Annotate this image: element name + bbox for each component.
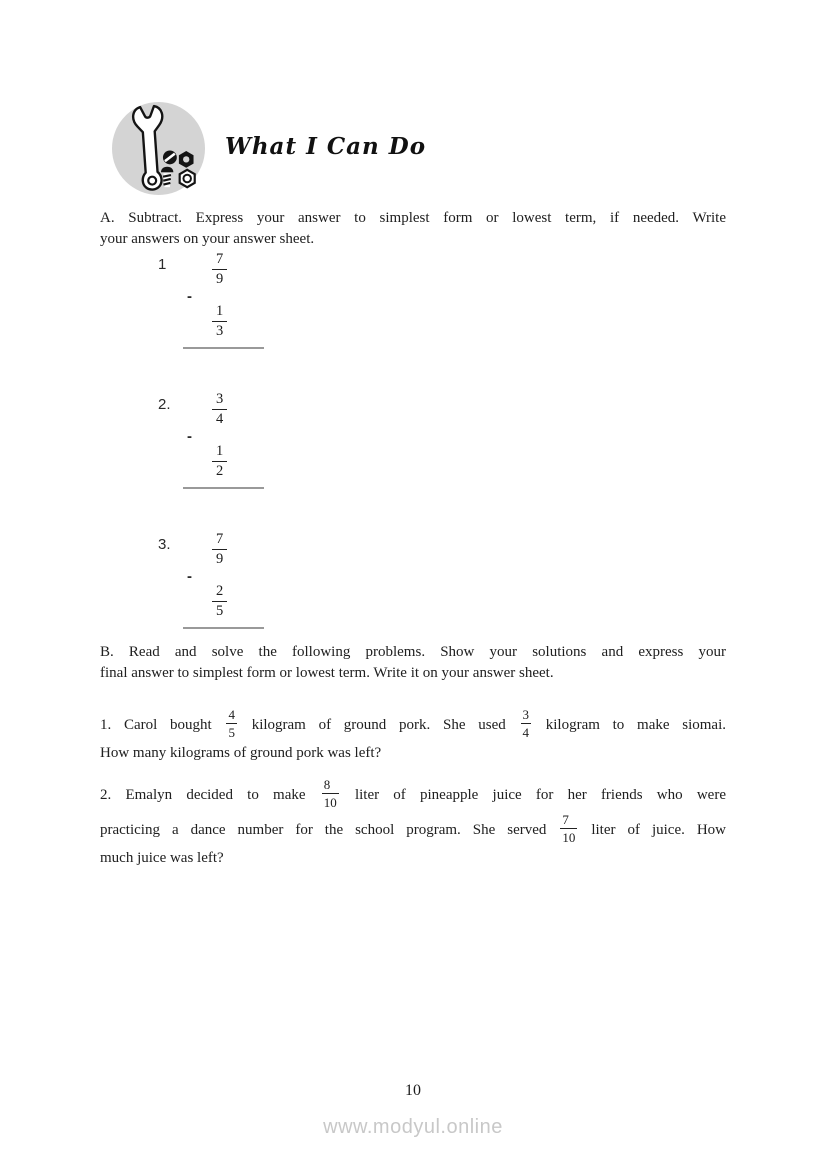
watermark: www.modyul.online [323, 1116, 503, 1138]
problem-number: 2. [158, 396, 171, 413]
text-line: final answer to simplest form or lowest term. Write it on your answer sheet. [100, 665, 554, 681]
answer-line [183, 627, 264, 629]
text-line: practicing a dance number for the school program. She served $\frac{7}{10}$ liter of juice. How [100, 812, 726, 845]
section-a-instructions [100, 208, 726, 250]
subtraction-problem [160, 530, 726, 632]
fraction-denominator: 4 [212, 409, 227, 429]
fraction-numerator: 3 [216, 391, 224, 407]
fraction [212, 390, 227, 429]
problem-number: 1 [158, 256, 167, 273]
fraction [212, 250, 227, 289]
text-line: B. Read and solve the following problems. Show your solutions and express your [100, 644, 726, 660]
fraction-denominator: 3 [212, 321, 227, 341]
wrench-and-bolts-icon [111, 101, 206, 196]
fraction-denominator: 4 [522, 725, 529, 740]
section-b-instructions [100, 642, 726, 684]
word-problem [100, 778, 726, 869]
fraction [212, 442, 227, 481]
fraction-denominator: 10 [323, 795, 337, 810]
text-line: 1. Carol bought $\frac{4}{5}$ kilogram of ground pork. She used $\frac{3}{4}$ kilogram to make siomai. [100, 707, 726, 740]
fraction [212, 302, 227, 341]
text-line: How many kilograms of ground pork was left? [100, 745, 382, 761]
content [100, 208, 726, 869]
fraction [560, 811, 577, 846]
fraction [226, 706, 237, 741]
fraction-numerator: 4 [228, 707, 235, 722]
fraction [322, 776, 339, 811]
text-line: 2. Emalyn decided to make $\frac{8}{10}$ liter of pineapple juice for her friends who were [100, 777, 726, 810]
fraction-numerator: 1 [216, 443, 224, 459]
page-number: 10 [405, 1082, 421, 1099]
minus-sign: - [187, 428, 192, 445]
fraction-denominator: 5 [212, 601, 227, 621]
fraction-denominator: 10 [562, 830, 576, 845]
subtraction-problem [160, 390, 726, 492]
fraction-numerator: 7 [216, 531, 224, 547]
fraction-numerator: 2 [216, 583, 224, 599]
answer-line [183, 347, 264, 349]
word-problem [100, 708, 726, 764]
fraction-denominator: 9 [212, 549, 227, 569]
text-line: A. Subtract. Express your answer to simplest form or lowest term, if needed. Write [100, 210, 726, 226]
fraction [521, 706, 532, 741]
page-title: What I Can Do [225, 133, 427, 160]
subtraction-problem [160, 250, 726, 352]
fraction-denominator: 9 [212, 269, 227, 289]
text-line: much juice was left? [100, 850, 224, 866]
text-line: your answers on your answer sheet. [100, 231, 315, 247]
fraction-denominator: 2 [212, 461, 227, 481]
minus-sign: - [187, 568, 192, 585]
fraction [212, 530, 227, 569]
answer-line [183, 487, 264, 489]
section-b-problems [100, 708, 726, 869]
minus-sign: - [187, 288, 192, 305]
fraction-denominator: 5 [228, 725, 235, 740]
fraction-numerator: 3 [522, 707, 529, 722]
fraction-numerator: 1 [216, 303, 224, 319]
section-a-problems [100, 250, 726, 632]
header-icon-wrap [111, 101, 206, 196]
fraction-numerator: 7 [562, 812, 569, 827]
fraction [212, 582, 227, 621]
fraction-numerator: 7 [216, 251, 224, 267]
fraction-numerator: 8 [323, 777, 331, 792]
problem-number: 3. [158, 536, 171, 553]
